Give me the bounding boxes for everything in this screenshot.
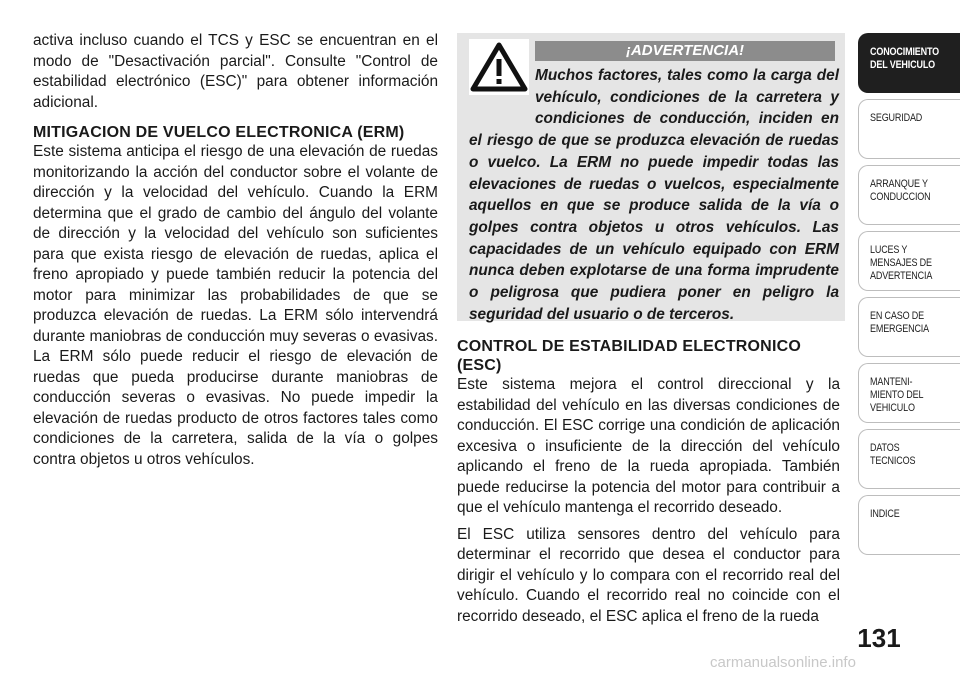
esc-paragraph-1: Este sistema mejora el control direccional y la estabilidad del vehículo en las diversas condiciones de conducción. El ESC corrige una condición de aplicación excesiva o insuficiente de la dirección del vehículo aplicando el freno de la rueda apropiada. También puede reducirse la potencia del motor para contribuir a que el vehículo mantenga el recorrido deseado. [457,376,840,516]
warning-box [457,33,845,321]
sidebar-tab-label: CONOCIMIENTO DEL VEHICULO [870,46,940,71]
erm-heading: MITIGACION DE VUELCO ELECTRONICA (ERM) [33,124,405,141]
watermark: carmanualsonline.info [710,654,856,671]
erm-paragraph: Este sistema anticipa el riesgo de una elevación de ruedas monitorizando la acción del conductor sobre el volante de dirección y la velocidad del vehículo. Cuando la ERM determina que el grado de cambio del ángulo del volante de dirección y la velocidad del vehículo son suficientes para que exista riesgo de elevación de ruedas, aplica el freno apropiado y puede también reducir la potencia del motor para minimizar las probabilidades de que se produzca elevación de ruedas. La ERM sólo intervendrá durante maniobras de conducción muy severas o evasivas. La ERM sólo puede reducir el riesgo de elevación de ruedas que pueda producirse durante maniobras de conducción severas o evasivas. No puede impedir la elevación de ruedas producto de otros factores tales como condiciones de la carretera, salida de la vía o golpes contra objetos u otros vehículos. [33,143,438,468]
icon-spacer [469,65,535,109]
sidebar-tab-6[interactable] [858,429,960,489]
sidebar-tab-7[interactable] [858,495,960,555]
sidebar-tab-1[interactable] [858,99,960,159]
sidebar-tab-label: SEGURIDAD [870,112,923,124]
sidebar-tab-0[interactable] [858,33,960,93]
sidebar-tab-2[interactable] [858,165,960,225]
intro-paragraph: activa incluso cuando el TCS y ESC se encuentran en el modo de "Desactivación parcial". Consulte "Control de estabilidad electrónico (ESC)" para obtener información adicional. [33,32,438,111]
page-number: 131 [857,623,901,653]
sidebar-tab-label: MANTENI- MIENTO DEL VEHICULO [870,376,924,414]
esc-paragraph-2: El ESC utiliza sensores dentro del vehículo para determinar el recorrido que desea el conductor para dirigir el vehículo y lo compara con el recorrido real del vehículo. Cuando el recorrido real no coincide con el recorrido deseado, el ESC aplica el freno de la rueda [457,525,840,625]
sidebar-tab-label: INDICE [870,508,900,520]
sidebar-tab-label: LUCES Y MENSAJES DE ADVERTENCIA [870,244,933,282]
right-column [457,337,840,633]
warning-title: ¡ADVERTENCIA! [535,41,835,61]
left-column [33,31,438,476]
warning-text: Muchos factores, tales como la carga del vehículo, condiciones de la carretera y condiciones de conducción, inciden en el riesgo de que se produzca elevación de ruedas o vuelco. La ERM no puede impedir todas las elevaciones de ruedas o vuelcos, especialmente aquellos en que se produce salida de la vía o golpes contra objetos u otros vehículos. Las capacidades de un vehículo equipado con ERM nunca deben explotarse de una forma imprudente o peligrosa que pudiera poner en peligro la seguridad del usuario o de terceros. [469,67,839,323]
esc-heading: CONTROL DE ESTABILIDAD ELECTRONICO (ESC) [457,338,801,374]
sidebar-tab-3[interactable] [858,231,960,291]
sidebar-tab-label: ARRANQUE Y CONDUCCION [870,178,931,203]
sidebar-tab-5[interactable] [858,363,960,423]
sidebar-tab-label: EN CASO DE EMERGENCIA [870,310,930,335]
sidebar-tab-label: DATOS TECNICOS [870,442,916,467]
section-sidebar [858,33,960,561]
warning-text-container [469,65,839,325]
sidebar-tab-4[interactable] [858,297,960,357]
